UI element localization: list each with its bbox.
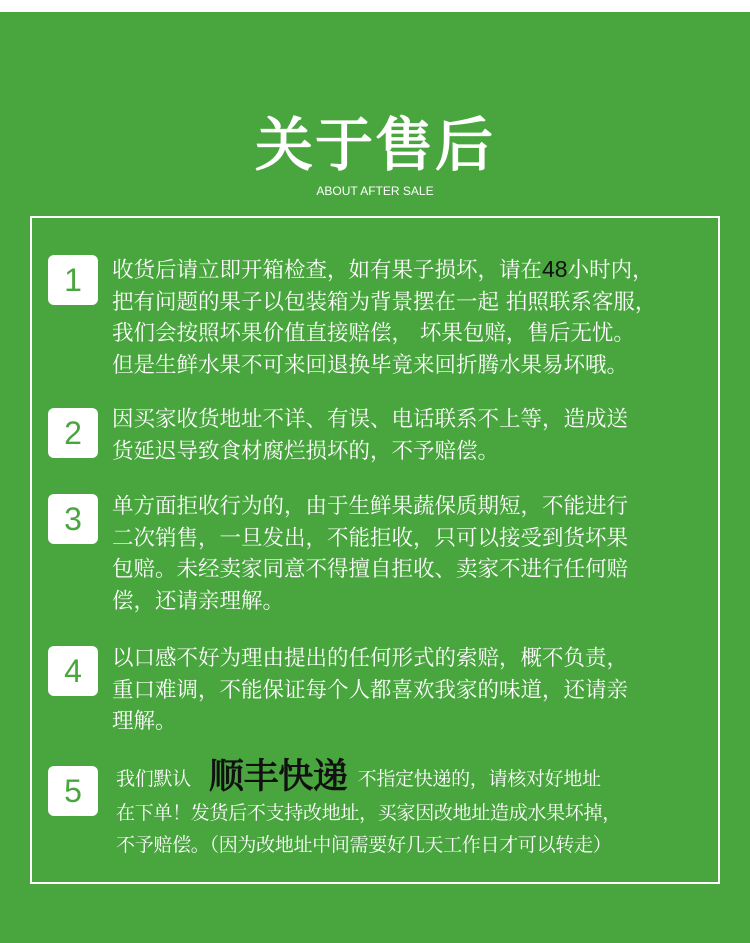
- number-badge: 5: [48, 766, 98, 816]
- text-line: 收货后请立即开箱检查，如有果子损坏，请在48小时内，: [112, 256, 654, 283]
- brand-name: 顺丰快递: [208, 757, 348, 797]
- text-line: 货延迟导致食材腐烂损坏的，不予赔偿。: [112, 438, 500, 464]
- number-badge: 4: [48, 646, 98, 696]
- text-line: 理解。: [112, 709, 177, 734]
- number-badge: 2: [48, 408, 98, 458]
- text-line: 包赔。未经卖家同意不得擅自拒收、卖家不进行任何赔: [112, 557, 629, 582]
- text-line: 我们会按照坏果价值直接赔偿， 坏果包赔，售后无忧。: [112, 321, 635, 346]
- number-badge: 1: [48, 255, 98, 305]
- after-sale-frame: [30, 216, 720, 884]
- text-line: 不予赔偿。（因为改地址中间需要好几天工作日才可以转走）: [116, 833, 612, 856]
- text-line: 重口难调，不能保证每个人都喜欢我家的味道，还请亲: [112, 677, 629, 703]
- page-subtitle: ABOUT AFTER SALE: [316, 184, 434, 198]
- text-line: 因买家收货地址不详、有误、电话联系不上等，造成送: [112, 407, 629, 432]
- item-text: [112, 404, 712, 467]
- text-line: 二次销售，一旦发出，不能拒收，只可以接受到货坏果: [112, 525, 629, 551]
- text-line: 以口感不好为理由提出的任何形式的索赔，概不负责，: [112, 646, 629, 671]
- page-title: 关于售后: [254, 111, 495, 179]
- highlight-number: 48: [542, 256, 568, 282]
- item-text: [112, 491, 712, 617]
- text-line: 在下单！发货后不支持改地址，买家因改地址造成水果坏掉，: [116, 802, 621, 824]
- text-line: 把有问题的果子以包装箱为背景摆在一起 拍照联系客服，: [112, 289, 657, 315]
- text-line: 单方面拒收行为的，由于生鲜果蔬保质期短，不能进行: [112, 494, 629, 519]
- item-text: [116, 758, 716, 861]
- text-line: 但是生鲜水果不可来回退换毕竟来回折腾水果易坏哦。: [112, 352, 629, 378]
- item-text: [112, 643, 712, 738]
- text-line: 偿，还请亲理解。: [112, 588, 285, 614]
- number-badge: 3: [48, 494, 98, 544]
- item-text: [112, 254, 712, 381]
- text-line: 我们默认 顺丰快递 不指定快递的，请核对好地址: [116, 757, 601, 797]
